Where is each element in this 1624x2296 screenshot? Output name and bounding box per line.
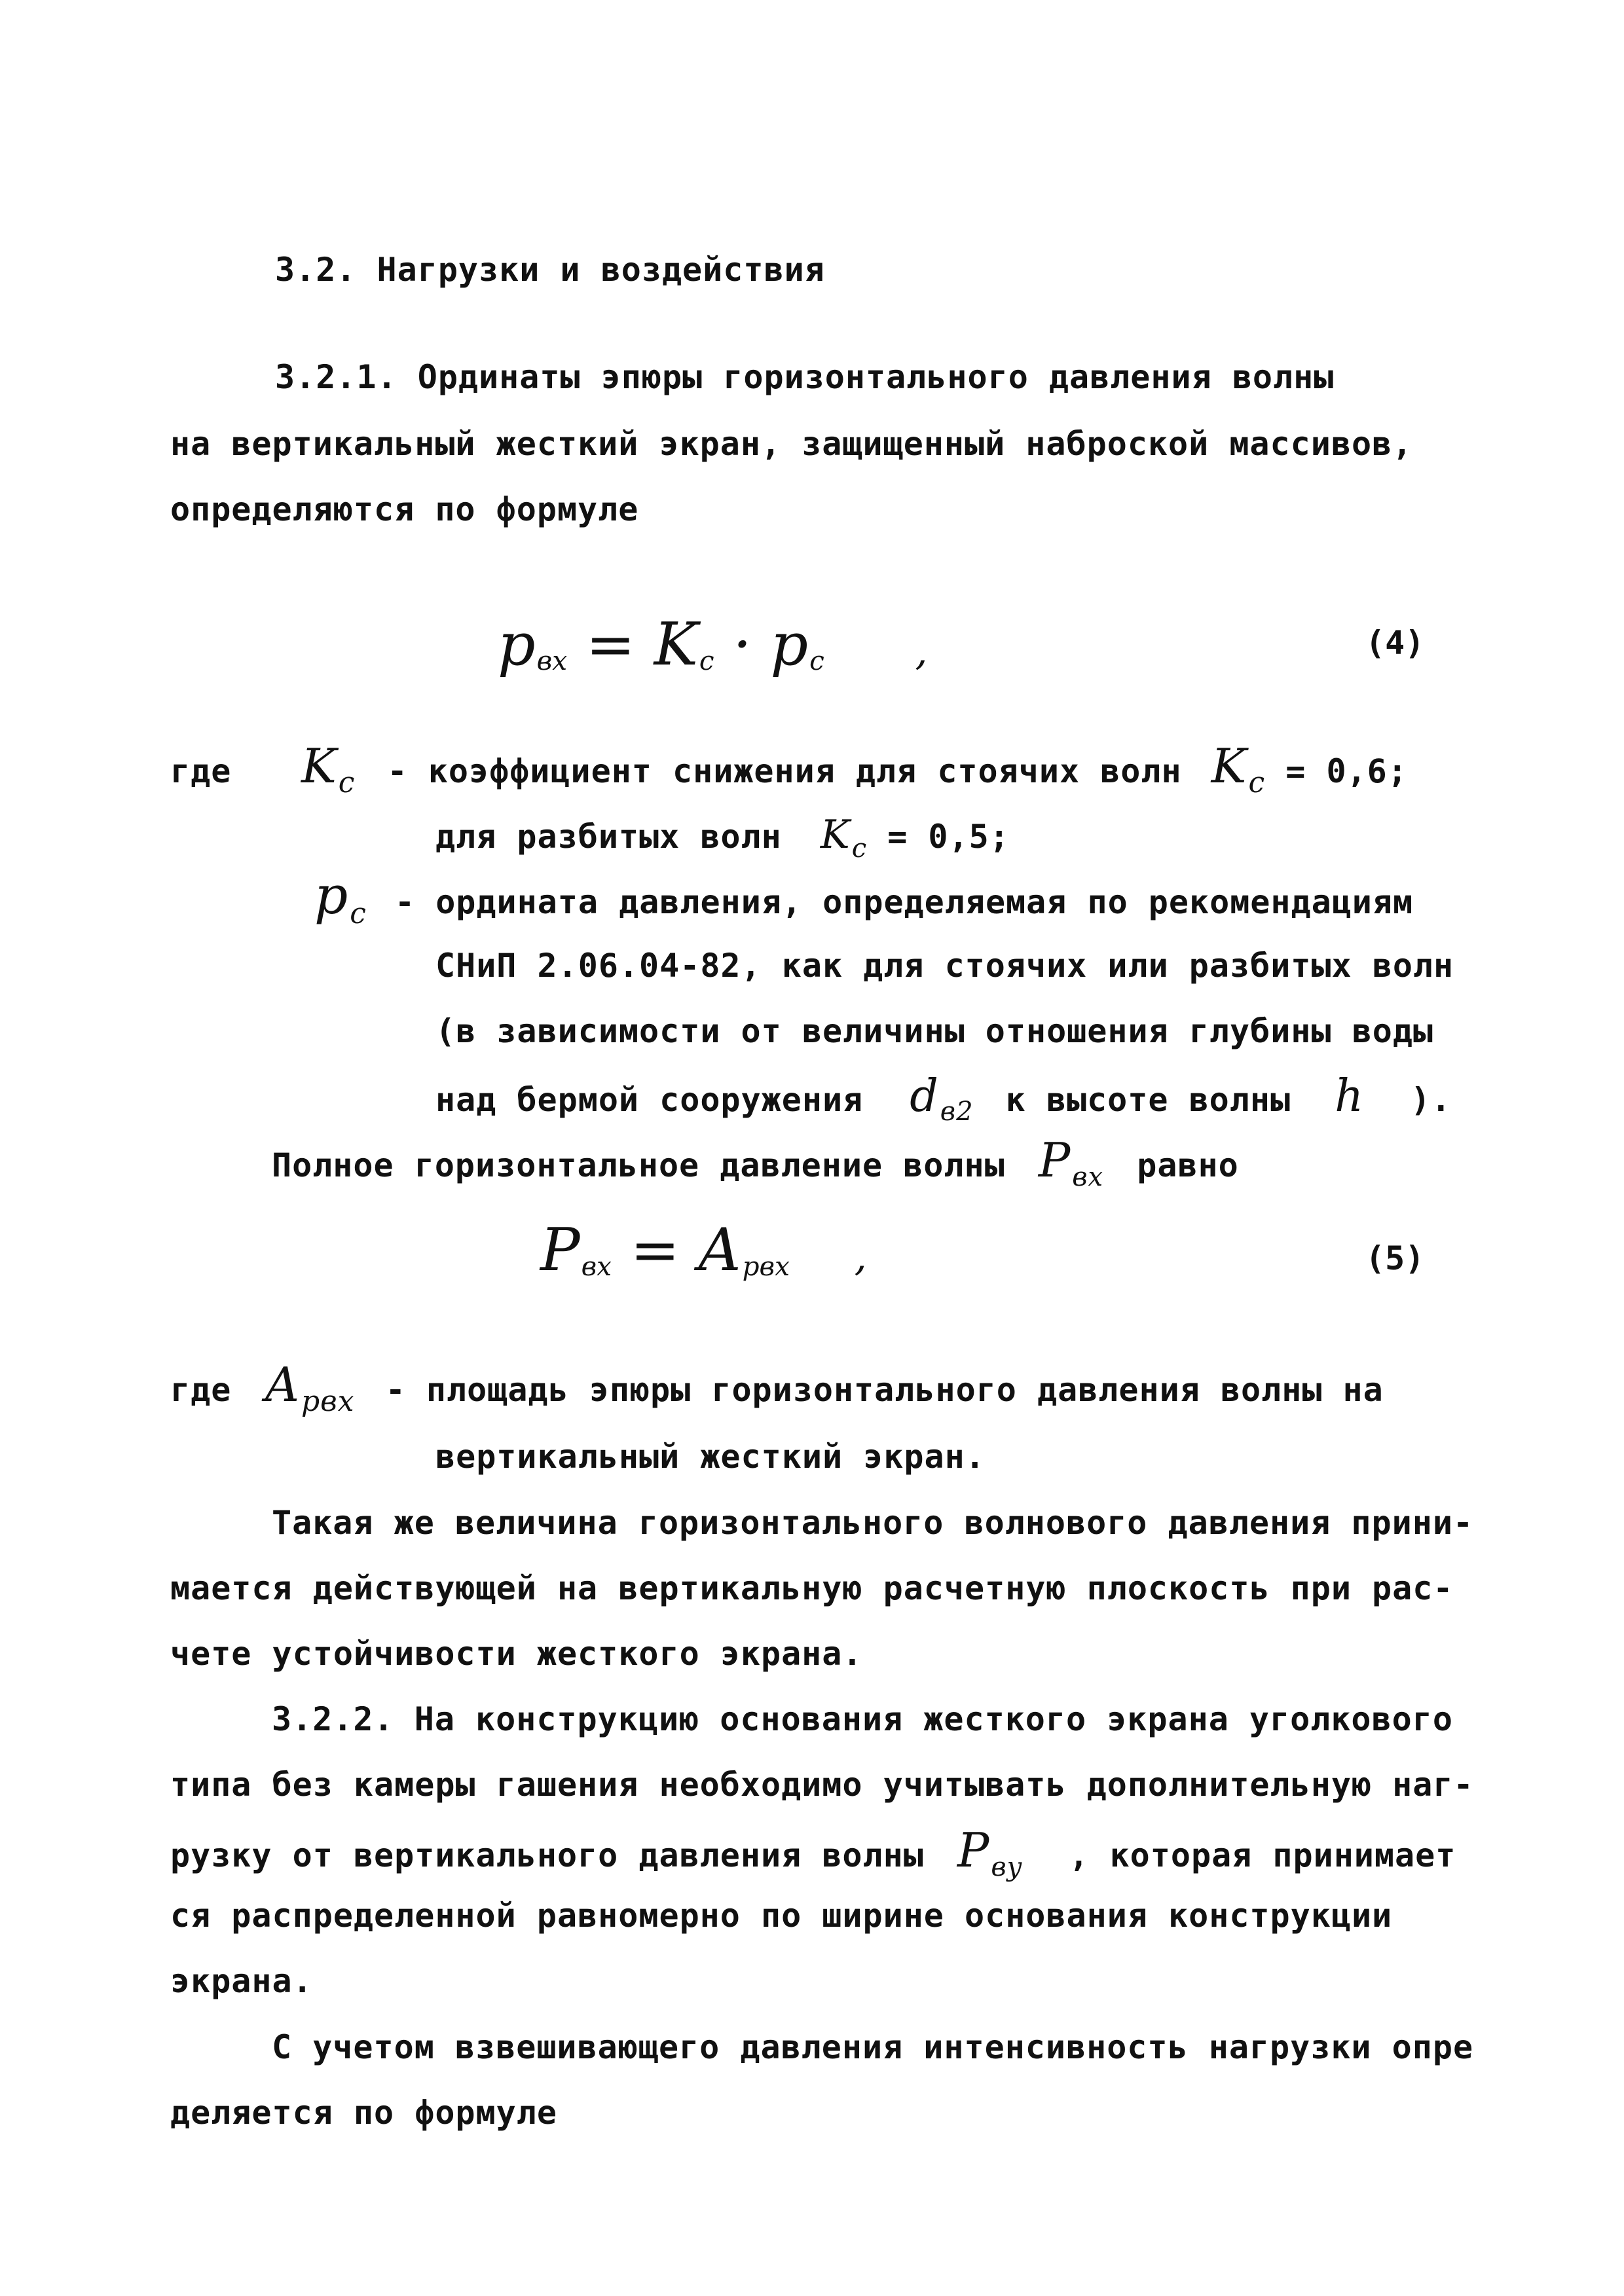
kc-value-sub: c <box>1248 766 1266 800</box>
pc-line4-h: h <box>1335 1070 1364 1122</box>
p321-line-1: 3.2.1. Ординаты эпюры горизонтального давления волны <box>275 358 1335 396</box>
kc-line2-value: = 0,5; <box>887 818 1010 856</box>
kc-value-symbol: K <box>1211 738 1247 793</box>
equation-4-number: (4) <box>1365 624 1425 662</box>
eq4-lhs-sub: вх <box>536 645 568 677</box>
pc-symbol: p <box>314 865 349 926</box>
full-pressure-prefix: Полное горизонтальное давление волны <box>272 1146 1005 1184</box>
p321-line-3: определяются по формуле <box>170 490 639 528</box>
where2-desc: - площадь эпюры горизонтального давления волны на <box>385 1371 1384 1409</box>
p322-line3-prefix: рузку от вертикального давления волны <box>170 1836 924 1874</box>
pc-line1: - ордината давления, определяемая по рекомендациям <box>394 883 1414 921</box>
equation-5-number: (5) <box>1365 1239 1425 1277</box>
where2-gde: где <box>170 1371 232 1409</box>
kc-symbol: K <box>301 738 337 793</box>
where1-kc-line-2 <box>435 812 1010 868</box>
p322-line-1: 3.2.2. На конструкцию основания жесткого экрана уголкового <box>272 1700 1453 1738</box>
p322-line-5: экрана. <box>170 1962 313 2000</box>
eq5-comma: , <box>854 1234 867 1280</box>
kc-symbol-sub: c <box>338 766 356 800</box>
where1-pc-line-1 <box>314 865 1414 934</box>
apbx-symbol: A <box>265 1357 300 1412</box>
equation-5 <box>540 1214 867 1302</box>
kc-line2-sub: c <box>851 833 868 864</box>
equation-4 <box>498 609 927 697</box>
p322-line-3 <box>170 1823 1456 1887</box>
p321-line-2: на вертикальный жесткий экран, защищенный наброской массивов, <box>170 425 1413 463</box>
p322-line-2: типа без камеры гашения необходимо учитывать дополнительную наг- <box>170 1766 1474 1804</box>
where1-pc-line-4 <box>435 1070 1452 1131</box>
eq4-comma: , <box>915 629 928 674</box>
pvy-symbol: P <box>957 1823 990 1878</box>
eq4-rhs: p <box>770 610 809 679</box>
eq4-rhs-sub: c <box>809 645 824 677</box>
where2-line-2: вертикальный жесткий экран. <box>435 1438 986 1476</box>
apbx-sub: pвх <box>301 1385 355 1419</box>
where2-line-1 <box>265 1357 1384 1421</box>
full-pressure-symbol: P <box>1038 1133 1071 1188</box>
kc-line2-symbol: K <box>820 812 851 858</box>
eq4-mid: = K <box>585 610 698 679</box>
full-pressure-line <box>272 1133 1239 1197</box>
pc-line4-mid: к высоте волны <box>1005 1081 1291 1119</box>
eq4-mid-sub: c <box>699 645 714 677</box>
eq5-lhs: P <box>540 1216 580 1285</box>
pc-line4-sub: в2 <box>940 1097 974 1127</box>
p322-line3-suffix: , которая принимает <box>1069 1836 1456 1874</box>
pc-line4-symbol: d <box>910 1070 939 1122</box>
eq5-mid: = A <box>630 1216 741 1285</box>
full-pressure-suffix: равно <box>1137 1146 1239 1184</box>
kc-value: = 0,6; <box>1285 752 1408 790</box>
eq5-mid-sub: pвх <box>742 1250 790 1283</box>
pc-line4-end: ). <box>1411 1081 1452 1119</box>
kc-description: - коэффициент снижения для стоячих волн <box>387 752 1182 790</box>
section-heading: 3.2. Нагрузки и воздействия <box>275 251 825 289</box>
where1-pc-line-3: (в зависимости от величины отношения глубины воды <box>435 1012 1434 1050</box>
p-same-line-1: Такая же величина горизонтального волнового давления прини- <box>272 1504 1474 1542</box>
p-same-line-3: чете устойчивости жесткого экрана. <box>170 1635 863 1673</box>
pc-symbol-sub: c <box>350 897 367 931</box>
pvy-sub: вy <box>991 1852 1023 1882</box>
eq4-dot: · <box>733 610 752 679</box>
p-last-line-2: деляется по формуле <box>170 2094 557 2132</box>
p-last-line-1: С учетом взвешивающего давления интенсивность нагрузки опре <box>272 2028 1474 2066</box>
where1-kc-line <box>301 738 1408 803</box>
kc-line2-prefix: для разбитых волн <box>435 818 782 856</box>
where1-pc-line-2: СНиП 2.06.04-82, как для стоячих или разбитых волн <box>435 947 1454 985</box>
p-same-line-2: мается действующей на вертикальную расчетную плоскость при рас- <box>170 1569 1454 1607</box>
full-pressure-sub: вх <box>1072 1162 1104 1192</box>
eq4-lhs: p <box>498 610 536 679</box>
pc-line4-prefix: над бермой сооружения <box>435 1081 864 1119</box>
p322-line-4: ся распределенной равномерно по ширине основания конструкции <box>170 1897 1393 1935</box>
eq5-lhs-sub: вх <box>581 1250 612 1283</box>
where1-gde: где <box>170 752 232 790</box>
